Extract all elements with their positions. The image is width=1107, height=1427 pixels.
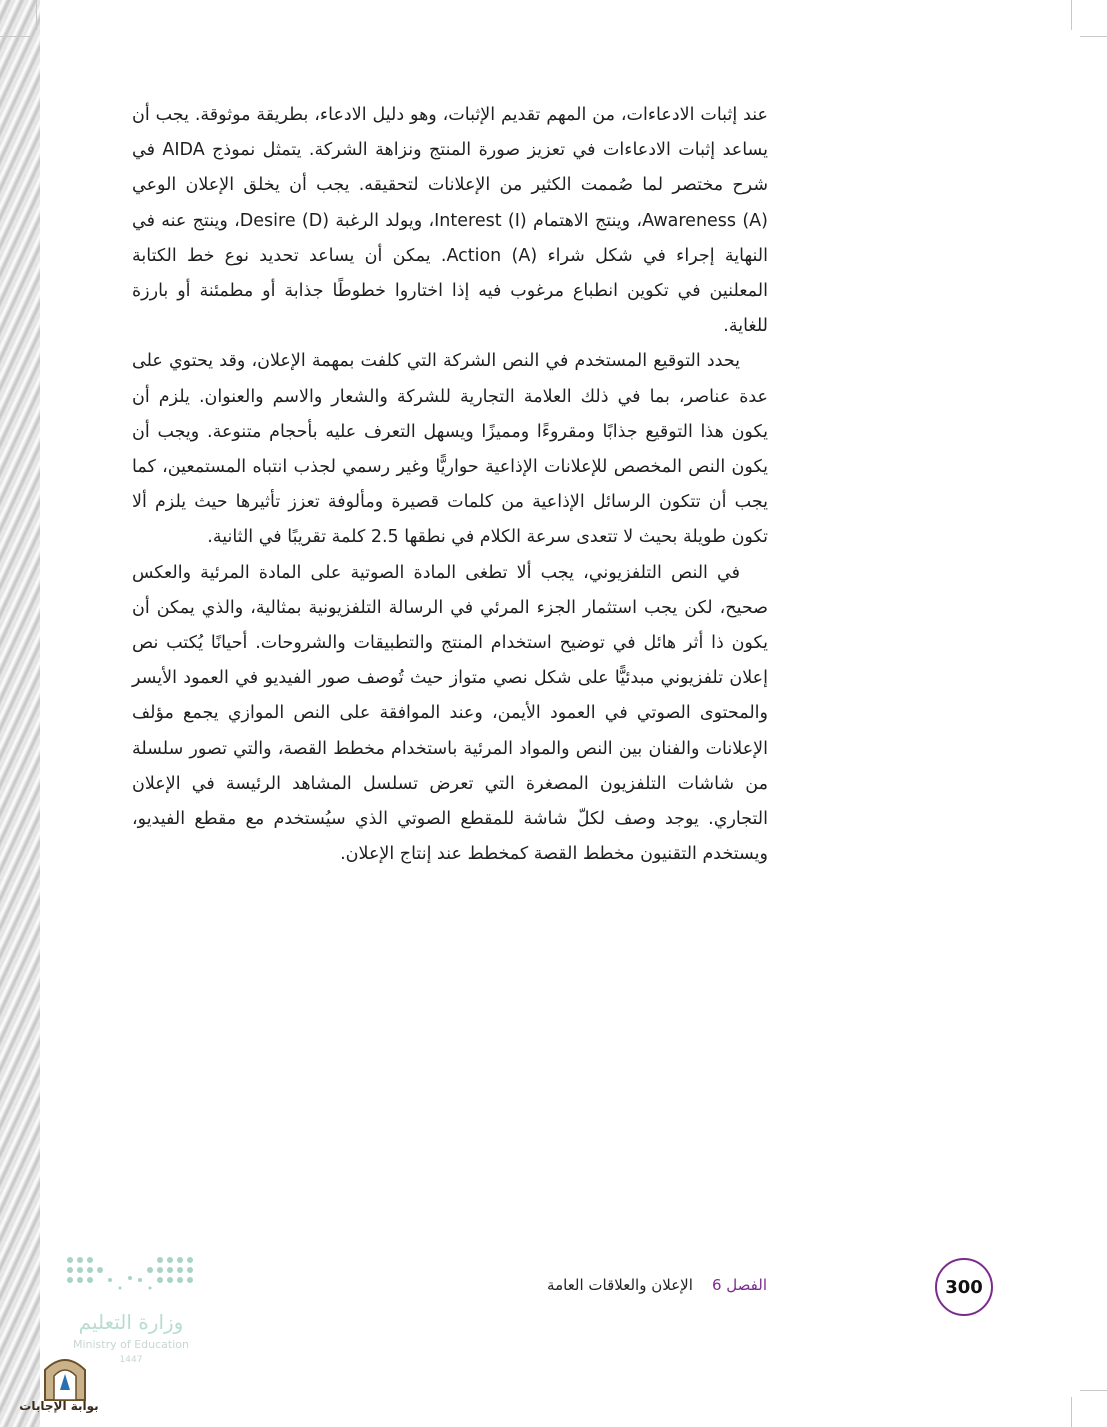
chapter-label: الفصل 6 [711, 1276, 767, 1294]
paragraph-tv-script: في النص التلفزيوني، يجب ألا تطغى المادة الصوتية على المادة المرئية والعكس صحيح، لكن يجب استثمار الجزء المرئي في الرسالة التلفزيونية بمثالية، والذي يمكن أن يكون ذا أثر هائل في توضيح استخدام المنتج والتطبيقات والشروحات. أحيانًا يُكتب نص إعلان تلفزيوني مبدئيًّا على شكل نصي متواز حيث تُوصف صور الفيديو في العمود الأيسر والمحتوى الصوتي في العمود الأيمن، وعند الموافقة على النص الموازي يجمع مؤلف الإعلانات والفنان بين النص والمواد المرئية باستخدام مخطط القصة، والتي تصور سلسلة من شاشات التلفزيون المصغرة التي تعرض تسلسل المشاهد الرئيسة في الإعلان التجاري. يوجد وصف لكلّ شاشة للمقطع الصوتي الذي سيُستخدم مع مقطع الفيديو، ويستخدم التقنيون مخطط القصة كمخطط عند إنتاج الإعلان. [132, 562, 768, 865]
ministry-name-english: Ministry of Education [72, 1338, 189, 1351]
paragraph-signature: يحدد التوقيع المستخدم في النص الشركة التي كلفت بمهمة الإعلان، وقد يحتوي على عدة عناصر، بما في ذلك العلامة التجارية للشركة والشعار والاسم والعنوان. يلزم أن يكون هذا التوقيع جذابًا ومقروءًا ومميزًا ويسهل التعرف عليه بأحجام متنوعة. ويجب أن يكون النص المخصص للإعلانات الإذاعية حواريًّا وغير رسمي لجذب انتباه المستمعين، كما يجب أن تتكون الرسائل الإذاعية من كلمات قصيرة ومألوفة تعزز تأثيرها حيث يلزم ألا تكون طويلة بحيث لا تتعدى سرعة الكلام في نطقها 2.5 كلمة تقريبًا في الثانية. [132, 351, 768, 548]
watermark-site-name: بوابة الإجابات [19, 1399, 99, 1413]
chapter-running-title [547, 1276, 767, 1294]
page-body-text [132, 98, 768, 872]
crop-mark-left [0, 36, 30, 37]
decorative-photo-strip [0, 0, 40, 1427]
answers-gate-logo-icon [40, 1352, 90, 1402]
ministry-year: 1447 [119, 1355, 143, 1365]
ministry-name-arabic: وزارة التعليم [78, 1310, 184, 1334]
page-number: 300 [945, 1276, 983, 1298]
crop-mark-bottom-right [1071, 1397, 1072, 1427]
chapter-title: الإعلان والعلاقات العامة [547, 1276, 693, 1294]
crop-mark-top-right [1071, 0, 1072, 30]
crop-mark-top-left [36, 0, 37, 30]
paragraph-aida: عند إثبات الادعاءات، من المهم تقديم الإثبات، وهو دليل الادعاء، بطريقة موثوقة. يجب أن يساعد إثبات الادعاءات في تعزيز صورة المنتج ونزاهة الشركة. يتمثل نموذج AIDA في شرح مختصر لما صُممت الكثير من الإعلانات لتحقيقه. يجب أن يخلق الإعلان الوعي Awareness (A)، وينتج الاهتمام Interest (I)، ويولد الرغبة Desire (D)، وينتج عنه في النهاية إجراء في شكل شراء Action (A). يمكن أن يساعد تحديد نوع خط الكتابة المعلنين في تكوين انطباع مرغوب فيه إذا اختاروا خطوطًا جذابة أو مطمئنة أو بارزة للغاية. [132, 105, 769, 337]
crop-mark-bottom-right-h [1080, 1390, 1107, 1391]
page-number-badge [935, 1258, 993, 1316]
crop-mark-right [1080, 36, 1107, 37]
